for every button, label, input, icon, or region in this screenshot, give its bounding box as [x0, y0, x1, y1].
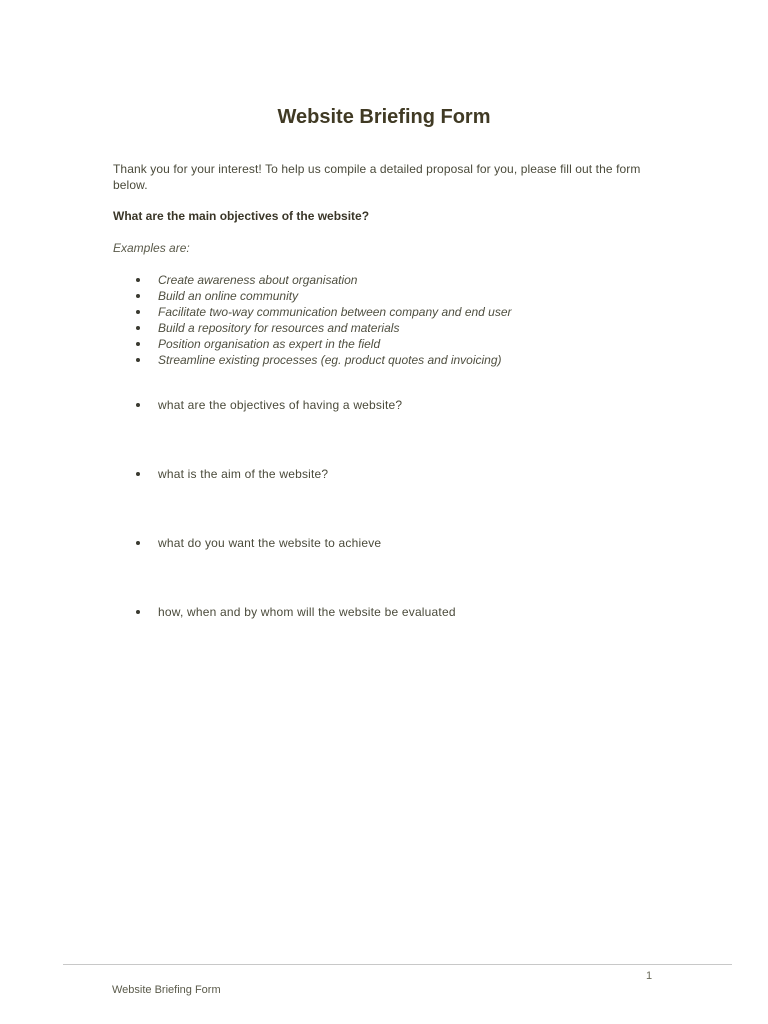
bullet-icon [136, 610, 140, 614]
footer-divider [63, 964, 732, 965]
example-text: Facilitate two-way communication between company and end user [158, 305, 512, 319]
bullet-icon [136, 342, 140, 346]
example-item [113, 288, 512, 304]
example-text: Streamline existing processes (eg. product quotes and invoicing) [158, 353, 502, 367]
examples-label: Examples are: [113, 241, 190, 255]
examples-list [113, 272, 512, 368]
prompt-item [113, 397, 402, 413]
bullet-icon [136, 541, 140, 545]
example-text: Position organisation as expert in the field [158, 337, 381, 351]
prompt-item [113, 535, 381, 551]
prompt-text: what is the aim of the website? [158, 467, 329, 481]
intro-paragraph: Thank you for your interest! To help us compile a detailed proposal for you, please fill out the form below. [113, 162, 641, 192]
prompt-item [113, 466, 328, 482]
bullet-icon [136, 294, 140, 298]
objectives-question: What are the main objectives of the website? [113, 209, 370, 223]
page-title: Website Briefing Form [277, 106, 491, 128]
footer-title: Website Briefing Form [112, 984, 221, 996]
bullet-icon [136, 326, 140, 330]
example-item [113, 272, 512, 288]
prompt-text: how, when and by whom will the website be evaluated [158, 605, 456, 619]
prompt-item [113, 604, 456, 620]
example-text: Create awareness about organisation [158, 273, 358, 287]
prompt-text: what do you want the website to achieve [158, 536, 382, 550]
example-item [113, 336, 512, 352]
bullet-icon [136, 472, 140, 476]
example-text: Build a repository for resources and materials [158, 321, 400, 335]
prompt-text: what are the objectives of having a website? [158, 398, 403, 412]
example-text: Build an online community [158, 289, 299, 303]
example-item [113, 304, 512, 320]
bullet-icon [136, 358, 140, 362]
bullet-icon [136, 278, 140, 282]
page-number: 1 [646, 970, 653, 982]
example-item [113, 352, 512, 368]
bullet-icon [136, 310, 140, 314]
bullet-icon [136, 403, 140, 407]
example-item [113, 320, 512, 336]
